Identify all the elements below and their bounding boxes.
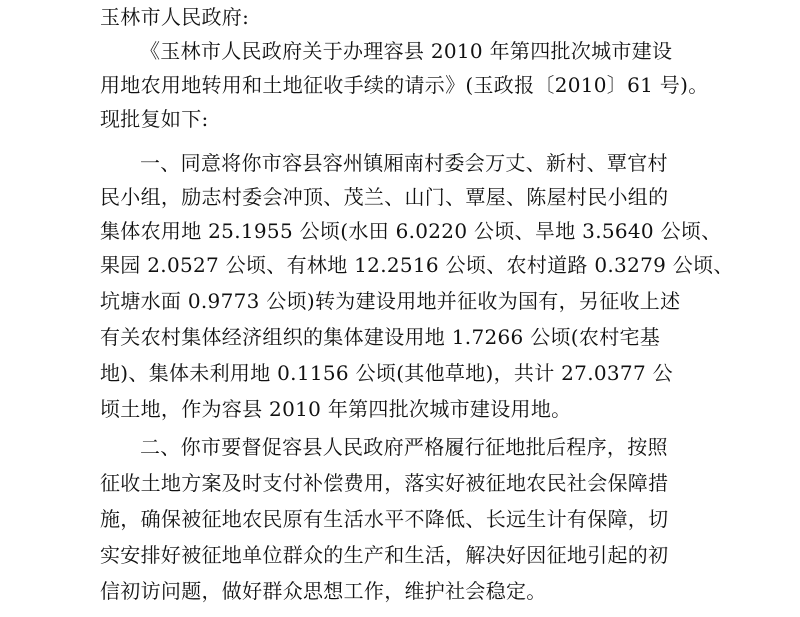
section-one-line: 果园 2.0527 公顷、有林地 12.2516 公顷、农村道路 0.3279 公顷、	[100, 253, 734, 277]
request-line: 用地农用地转用和土地征收手续的请示》(玉政报〔2010〕61 号)。	[100, 73, 709, 97]
section-two-line: 实安排好被征地单位群众的生产和生活，解决好因征地引起的初	[100, 543, 669, 567]
section-two-line: 施，确保被征地农民原有生活水平不降低、长远生计有保障，切	[100, 507, 669, 531]
section-one-line: 有关农村集体经济组织的集体建设用地 1.7266 公顷(农村宅基	[100, 325, 661, 349]
section-one-line: 集体农用地 25.1955 公顷(水田 6.0220 公顷、旱地 3.5640 公顷、	[100, 219, 722, 243]
request-line: 《玉林市人民政府关于办理容县 2010 年第四批次城市建设	[140, 39, 673, 63]
section-one-line: 地)、集体未利用地 0.1156 公顷(其他草地)，共计 27.0377 公	[100, 361, 673, 385]
section-one-line: 顷土地，作为容县 2010 年第四批次城市建设用地。	[100, 397, 572, 421]
section-two-line: 征收土地方案及时支付补偿费用，落实好被征地农民社会保障措	[100, 471, 669, 495]
section-one-line: 一、同意将你市容县容州镇厢南村委会万丈、新村、覃官村	[140, 151, 668, 175]
section-one-line: 坑塘水面 0.9773 公顷)转为建设用地并征收为国有，另征收上述	[100, 289, 681, 313]
section-two-line: 二、你市要督促容县人民政府严格履行征地批后程序，按照	[140, 435, 668, 459]
request-line: 现批复如下:	[100, 107, 209, 131]
section-two-line: 信初访问题，做好群众思想工作，维护社会稳定。	[100, 579, 547, 603]
addressee: 玉林市人民政府:	[100, 5, 250, 29]
section-one-line: 民小组，励志村委会冲顶、茂兰、山门、覃屋、陈屋村民小组的	[100, 185, 669, 209]
